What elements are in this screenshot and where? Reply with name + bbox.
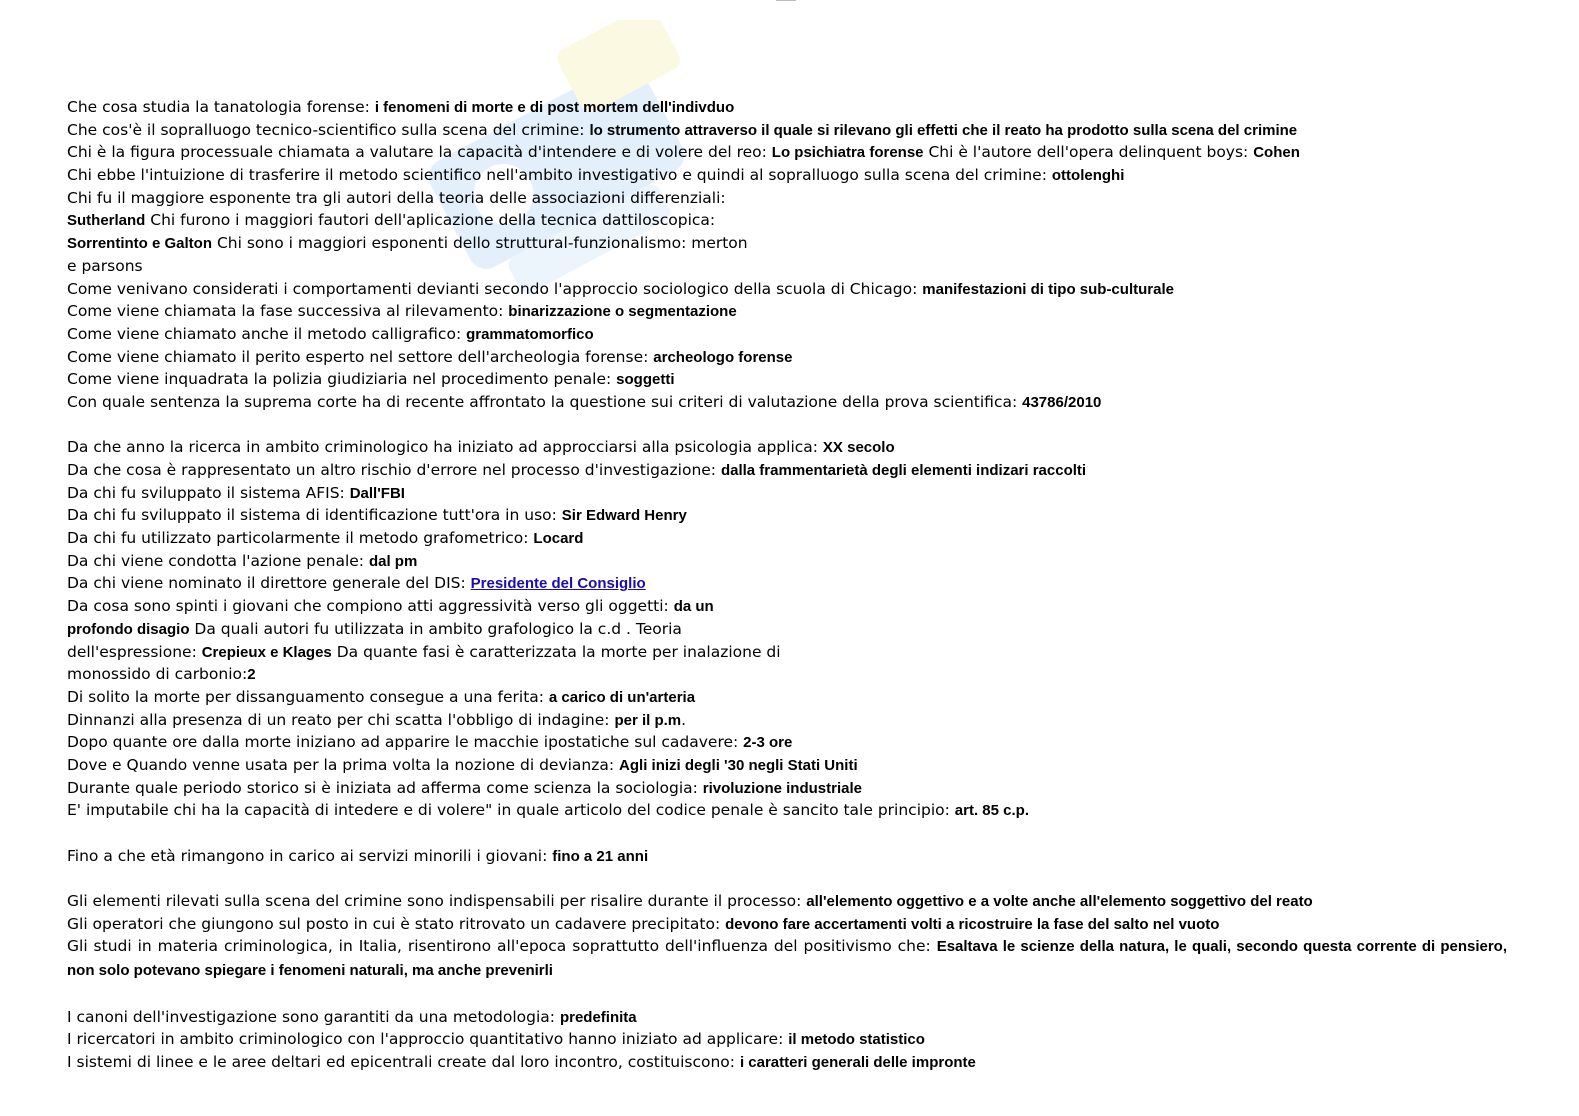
- answer-text: da un: [673, 598, 714, 616]
- document-body: [67, 96, 1507, 1074]
- question-text: Dopo quante ore dalla morte iniziano ad apparire le macchie ipostatiche sul cadavere:: [67, 733, 744, 752]
- qa-line: [67, 459, 1507, 482]
- answer-text: 2: [247, 666, 256, 684]
- qa-line: [67, 209, 1507, 232]
- answer-text: predefinita: [559, 1008, 637, 1026]
- question-text: I ricercatori in ambito criminologico con l'approccio quantitativo hanno iniziato ad applicare:: [67, 1030, 789, 1049]
- question-text: Da quali autori fu utilizzata in ambito grafologico la c.d . Teoria: [189, 619, 682, 638]
- question-text: Chi fu il maggiore esponente tra gli autori della teoria delle associazioni differenziali:: [67, 188, 726, 207]
- answer-text: i fenomeni di morte e di post mortem dell'indivduo: [374, 99, 735, 116]
- qa-line: [67, 731, 1507, 754]
- answer-text: Crepieux e Klages: [201, 643, 332, 661]
- qa-line: [67, 187, 1507, 210]
- qa-line: [67, 595, 1507, 618]
- answer-text: all'elemento oggettivo e a volte anche all'elemento soggettivo del reato: [806, 893, 1313, 911]
- question-text: dell'espressione:: [67, 642, 202, 661]
- answer-text: Esaltava le scienze della natura, le quali, secondo questa corrente di pensiero, non solo potevano spiegare i fenomeni naturali, ma anche prevenirli: [67, 938, 1507, 980]
- answer-text: profondo disagio: [67, 620, 190, 638]
- answer-text: 43786/2010: [1022, 393, 1102, 411]
- qa-line: [67, 368, 1507, 391]
- answer-text: XX secolo: [822, 439, 895, 457]
- answer-text: i caratteri generali delle impronte: [739, 1053, 976, 1071]
- blank-line: [67, 822, 1507, 845]
- question-text: Da chi fu utilizzato particolarmente il metodo grafometrico:: [67, 529, 534, 548]
- answer-text: binarizzazione o segmentazione: [508, 303, 737, 321]
- qa-line: [67, 164, 1507, 187]
- question-text: Di solito la morte per dissanguamento consegue a una ferita:: [67, 687, 549, 706]
- answer-text: fino a 21 anni: [552, 847, 649, 865]
- question-text: Come viene inquadrata la polizia giudiziaria nel procedimento penale:: [67, 370, 617, 389]
- qa-line: [67, 278, 1507, 301]
- question-text: Dinnanzi alla presenza di un reato per chi scatta l'obbligo di indagine:: [67, 710, 615, 729]
- question-text: Durante quale periodo storico si è iniziata ad afferma come scienza la sociologia:: [67, 778, 703, 797]
- question-text: Con quale sentenza la suprema corte ha di recente affrontato la questione sui criteri di valutazione della prova scientifica:: [67, 392, 1023, 411]
- answer-text: art. 85 c.p.: [954, 802, 1029, 820]
- answer-text: grammatomorfico: [466, 325, 594, 343]
- answer-text: per il p.m: [614, 711, 682, 729]
- question-text: I sistemi di linee e le aree deltari ed epicentrali create dal loro incontro, costituiscono:: [67, 1052, 740, 1071]
- question-text: Chi furono i maggiori fautori dell'aplicazione della tecnica dattiloscopica:: [145, 211, 716, 230]
- answer-text: 2-3 ore: [743, 734, 793, 752]
- answer-text: soggetti: [616, 371, 675, 389]
- qa-line: [67, 255, 1507, 278]
- question-text: Da che cosa è rappresentato un altro rischio d'errore nel processo d'investigazione:: [67, 461, 721, 479]
- question-text: Chi è la figura processuale chiamata a valutare la capacità d'intendere e di volere del reo:: [67, 143, 772, 162]
- answer-text: rivoluzione industriale: [702, 779, 862, 797]
- question-text: Come venivano considerati i comportamenti devianti secondo l'approccio sociologico della scuola di Chicago:: [67, 279, 923, 298]
- answer-text: Lo psichiatra forense: [771, 144, 924, 162]
- answer-text: ottolenghi: [1051, 167, 1125, 185]
- qa-line: [67, 890, 1507, 913]
- qa-line: [67, 119, 1507, 142]
- answer-link[interactable]: Presidente del Consiglio: [470, 575, 646, 593]
- answer-text: Locard: [533, 530, 584, 548]
- blank-line: [67, 867, 1507, 890]
- question-text: Chi ebbe l'intuizione di trasferire il metodo scientifico nell'ambito investigativo e quindi al sopralluogo sulla scena del crimine:: [67, 166, 1052, 185]
- question-text: Da chi fu sviluppato il sistema di identificazione tutt'ora in uso:: [67, 506, 562, 525]
- qa-line: [67, 618, 1507, 641]
- qa-line: [67, 1028, 1507, 1051]
- qa-line: [67, 1051, 1507, 1074]
- qa-line: [67, 799, 1507, 822]
- question-text: Da chi viene nominato il direttore generale del DIS:: [67, 574, 471, 593]
- qa-line: [67, 346, 1507, 369]
- question-text: Gli operatori che giungono sul posto in cui è stato ritrovato un cadavere precipitato:: [67, 914, 726, 933]
- blank-line: [67, 414, 1507, 437]
- question-text: Da cosa sono spinti i giovani che compiono atti aggressività verso gli oggetti:: [67, 597, 674, 616]
- question-text: Gli studi in materia criminologica, in Italia, risentirono all'epoca soprattutto dell'influenza del positivismo che:: [67, 937, 937, 956]
- qa-line: [67, 663, 1507, 686]
- question-text: Che cos'è il sopralluogo tecnico-scientifico sulla scena del crimine:: [67, 120, 590, 139]
- question-text: Da chi fu sviluppato il sistema AFIS:: [67, 483, 350, 502]
- question-text: Da chi viene condotta l'azione penale:: [67, 551, 369, 570]
- qa-line: [67, 754, 1507, 777]
- question-text: Da quante fasi è caratterizzata la morte per inalazione di: [331, 642, 781, 661]
- answer-text: a carico di un'arteria: [548, 688, 696, 706]
- question-text: E' imputabile chi ha la capacità di intedere e di volere" in quale articolo del codice penale è sancito tale principio:: [67, 801, 955, 820]
- answer-text: il metodo statistico: [788, 1031, 925, 1049]
- question-text: Gli elementi rilevati sulla scena del crimine sono indispensabili per risalire durante il processo:: [67, 892, 807, 911]
- qa-line: [67, 845, 1507, 868]
- answer-text: dal pm: [368, 552, 418, 570]
- question-text: Come viene chiamato anche il metodo calligrafico:: [67, 324, 467, 343]
- answer-text: lo strumento attraverso il quale si rilevano gli effetti che il reato ha prodotto sulla scena del crimine: [589, 121, 1298, 139]
- question-text: monossido di carbonio:: [67, 665, 248, 684]
- qa-line: [67, 1006, 1507, 1029]
- answer-text: archeologo forense: [653, 348, 793, 366]
- qa-line: [67, 686, 1507, 709]
- qa-line: [67, 935, 1507, 982]
- question-text: Chi è l'autore dell'opera delinquent boys:: [923, 143, 1254, 162]
- qa-line: [67, 482, 1507, 505]
- question-text: Da che anno la ricerca in ambito criminologico ha iniziato ad approcciarsi alla psicologia applica:: [67, 438, 823, 457]
- qa-line: [67, 572, 1507, 595]
- question-text: Fino a che età rimangono in carico ai servizi minorili i giovani:: [67, 846, 553, 865]
- question-text: Dove e Quando venne usata per la prima volta la nozione di devianza:: [67, 755, 620, 774]
- answer-text: Sutherland: [67, 212, 146, 230]
- qa-line: [67, 300, 1507, 323]
- question-text: I canoni dell'investigazione sono garantiti da una metodologia:: [67, 1007, 560, 1026]
- qa-line: [67, 709, 1507, 732]
- question-text: Chi sono i maggiori esponenti dello struttural-funzionalismo: merton: [212, 234, 748, 253]
- qa-line: [67, 913, 1507, 936]
- answer-text: Cohen: [1253, 144, 1300, 162]
- question-text: Che cosa studia la tanatologia forense:: [67, 98, 375, 116]
- qa-line: [67, 527, 1507, 550]
- answer-text: manifestazioni di tipo sub-culturale: [922, 280, 1174, 298]
- answer-text: Dall'FBI: [349, 484, 405, 502]
- blank-line: [67, 983, 1507, 1006]
- qa-line: [67, 504, 1507, 527]
- answer-text: Sir Edward Henry: [561, 507, 687, 525]
- answer-text: dalla frammentarietà degli elementi indizari raccolti: [720, 462, 1087, 479]
- question-text: e parsons: [67, 256, 143, 275]
- qa-line: [67, 391, 1507, 414]
- question-text: Come viene chiamato il perito esperto nel settore dell'archeologia forense:: [67, 347, 654, 366]
- qa-line: [67, 141, 1507, 164]
- qa-line: [67, 436, 1507, 459]
- qa-line: [67, 323, 1507, 346]
- answer-text: Agli inizi degli '30 negli Stati Uniti: [619, 756, 858, 774]
- question-text: .: [681, 710, 687, 729]
- answer-text: devono fare accertamenti volti a ricostruire la fase del salto nel vuoto: [725, 915, 1220, 933]
- qa-line: [67, 550, 1507, 573]
- qa-line: [67, 641, 1507, 664]
- answer-text: Sorrentinto e Galton: [67, 235, 213, 253]
- page-header-mark: [776, 0, 796, 4]
- question-text: Come viene chiamata la fase successiva al rilevamento:: [67, 302, 509, 321]
- qa-line: [67, 96, 1507, 119]
- qa-line: [67, 232, 1507, 255]
- qa-line: [67, 777, 1507, 800]
